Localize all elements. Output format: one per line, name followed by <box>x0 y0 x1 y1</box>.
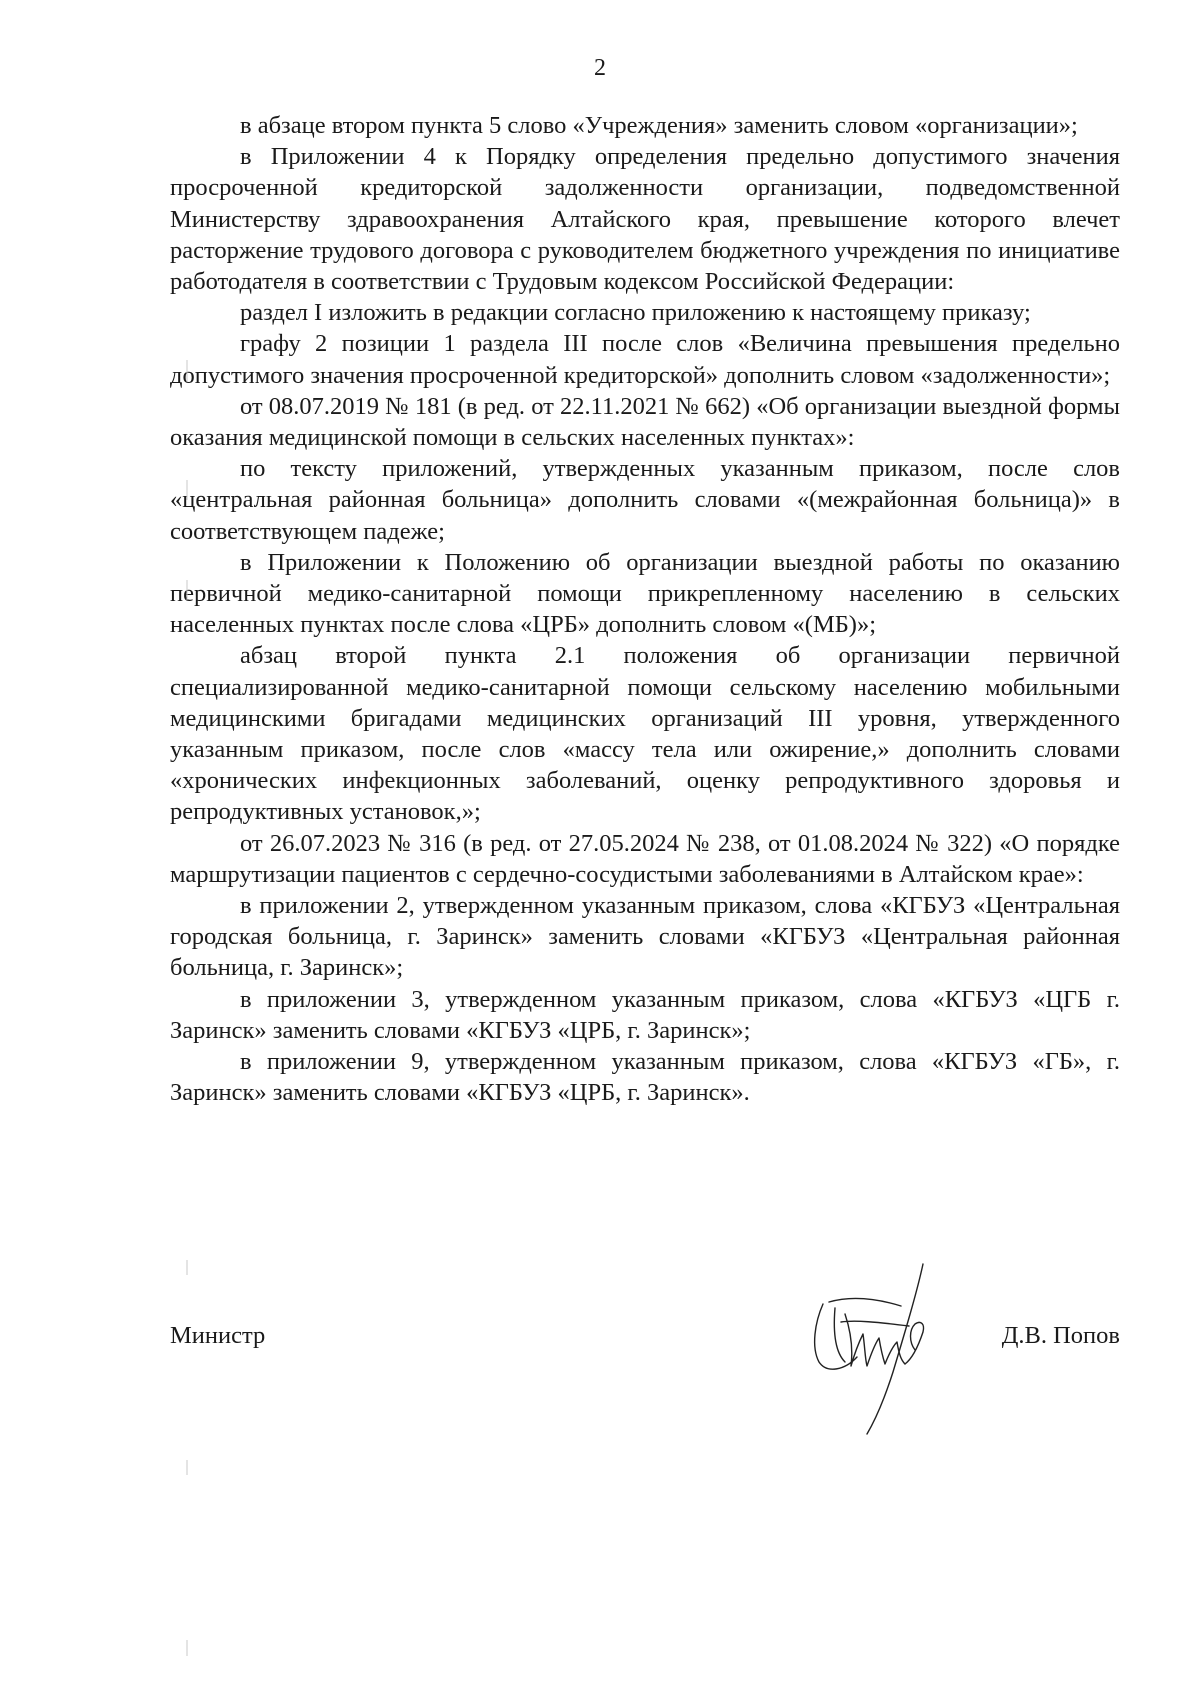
paragraph: в приложении 9, утвержденном указанным приказом, слова «КГБУЗ «ГБ», г. Заринск» заменить словами «КГБУЗ «ЦРБ, г. Заринск». <box>170 1048 1120 1107</box>
signature-block <box>170 1320 1120 1360</box>
paragraph: абзац второй пункта 2.1 положения об организации первичной специализированной медико-санитарной помощи сельскому населению мобильными медицинскими бригадами медицинских организаций III уровня, утвержденного указанным приказом, после слов «массу тела или ожирение,» дополнить словами «хронических инфекционных заболеваний, оценку репродуктивного здоровья и репродуктивных установок,»; <box>170 642 1120 826</box>
paragraph: по тексту приложений, утвержденных указанным приказом, после слов «центральная районная больница» дополнить словами «(межрайонная больница)» в соответствующем падеже; <box>170 455 1120 545</box>
paragraph: от 26.07.2023 № 316 (в ред. от 27.05.2024 № 238, от 01.08.2024 № 322) «О порядке маршрутизации пациентов с сердечно-сосудистыми заболеваниями в Алтайском крае»: <box>170 829 1120 888</box>
document-body <box>170 110 1120 1109</box>
page-number: 2 <box>594 55 606 81</box>
paragraph: в Приложении 4 к Порядку определения предельно допустимого значения просроченной кредиторской задолженности организации, подведомственной Министерству здравоохранения Алтайского края, превышение которого влечет расторжение трудового договора с руководителем бюджетного учреждения по инициативе работодателя в соответствии с Трудовым кодексом Российской Федерации: <box>170 143 1120 296</box>
paragraph: в приложении 2, утвержденном указанным приказом, слова «КГБУЗ «Центральная городская больница, г. Заринск» заменить словами «КГБУЗ «Центральная районная больница, г. Заринск»; <box>170 892 1120 982</box>
paragraph: раздел I изложить в редакции согласно приложению к настоящему приказу; <box>240 299 1031 327</box>
signer-position: Министр <box>170 1322 266 1349</box>
paragraph: в Приложении к Положению об организации выездной работы по оказанию первичной медико-санитарной помощи прикрепленному населению в сельских населенных пунктах после слова «ЦРБ» дополнить словом «(МБ)»; <box>170 548 1120 639</box>
signer-name: Д.В. Попов <box>1001 1322 1120 1349</box>
paragraph: графу 2 позиции 1 раздела III после слов «Величина превышения предельно допустимого значения просроченной кредиторской» дополнить словом «задолженности»; <box>170 330 1120 389</box>
paragraph: от 08.07.2019 № 181 (в ред. от 22.11.2021 № 662) «Об организации выездной формы оказания медицинской помощи в сельских населенных пунктах»: <box>170 392 1120 452</box>
paragraph: в приложении 3, утвержденном указанным приказом, слова «КГБУЗ «ЦГБ г. Заринск» заменить словами «КГБУЗ «ЦРБ, г. Заринск»; <box>170 985 1120 1044</box>
paragraph: в абзаце втором пункта 5 слово «Учреждения» заменить словом «организации»; <box>240 112 1078 139</box>
scan-artifacts <box>185 360 189 1660</box>
handwritten-signature <box>805 1262 955 1437</box>
